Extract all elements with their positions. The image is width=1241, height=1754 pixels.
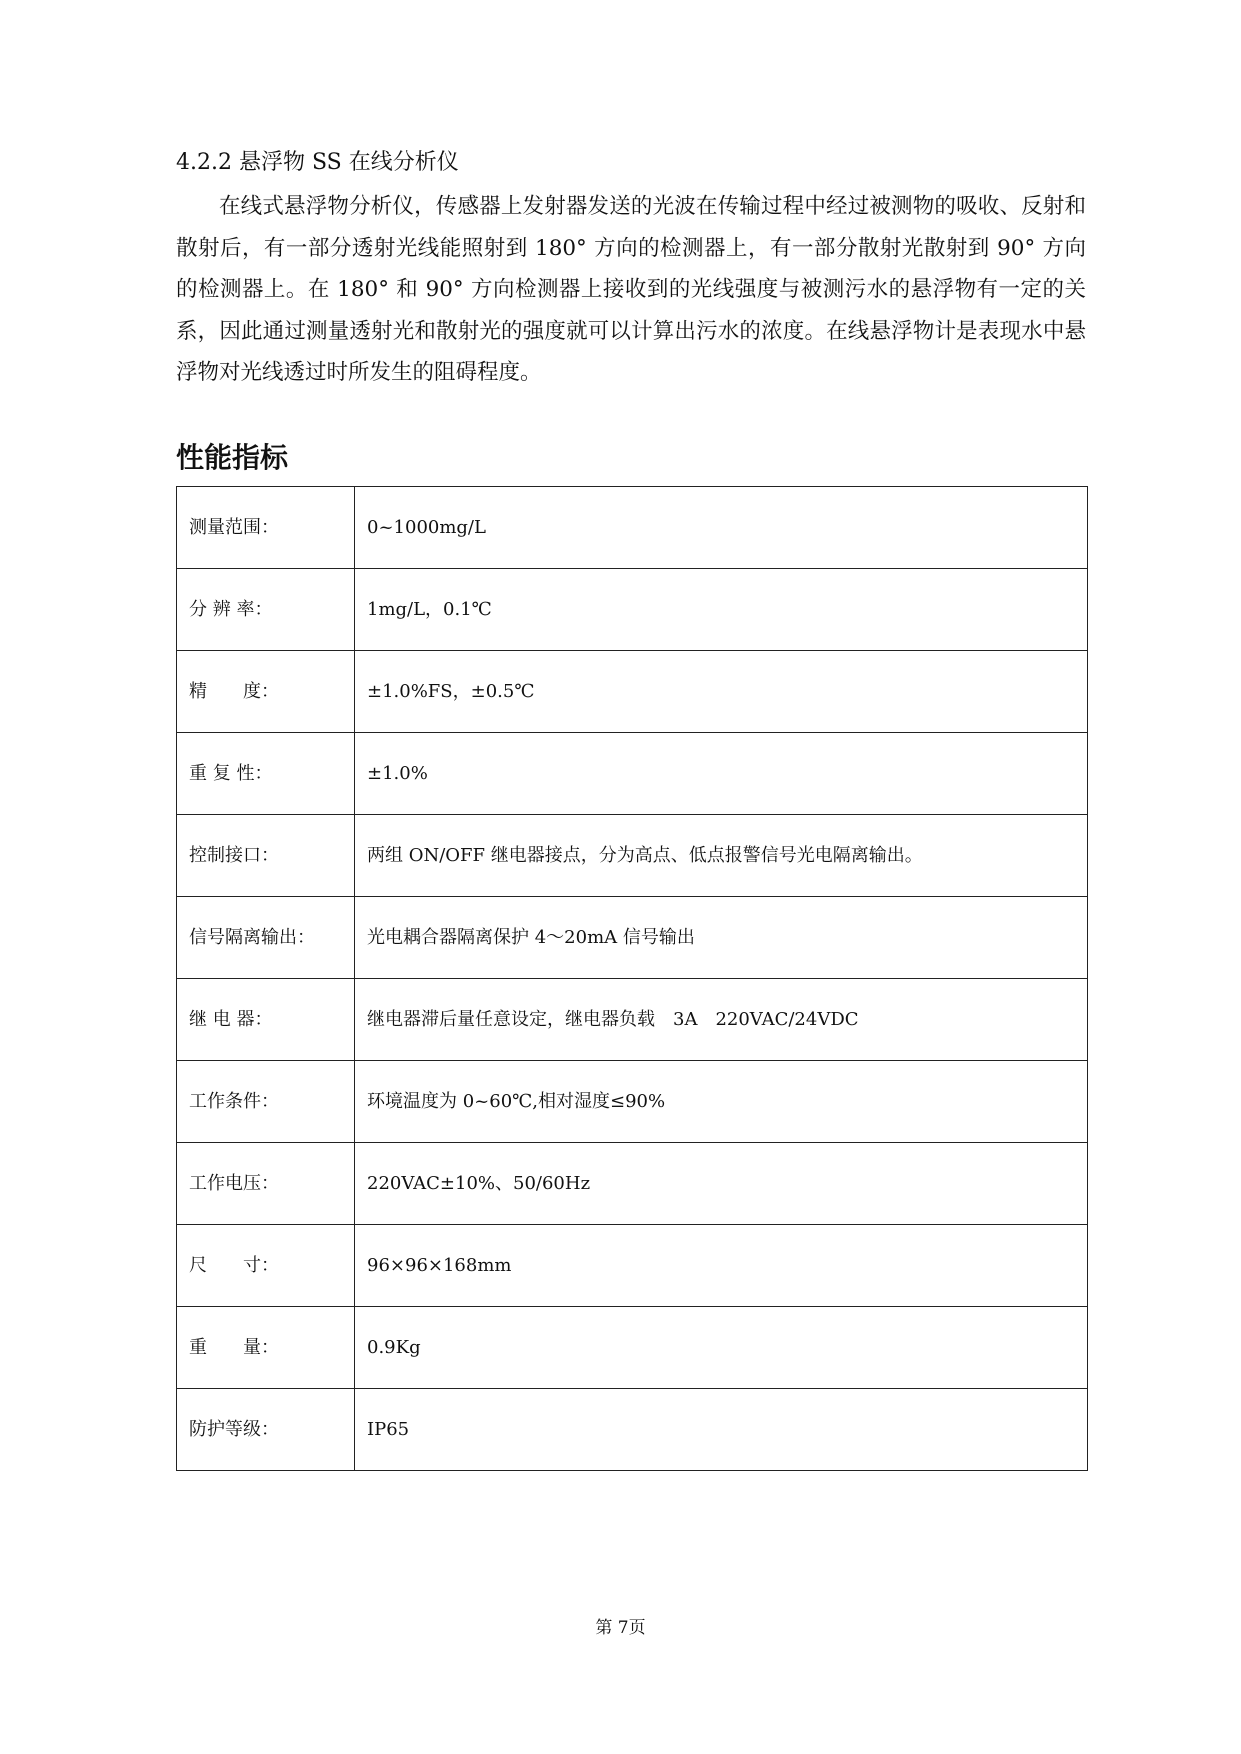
table-row	[177, 487, 1088, 569]
spec-label: 分 辨 率：	[177, 569, 355, 651]
spec-label: 防护等级：	[177, 1389, 355, 1471]
table-row	[177, 733, 1088, 815]
spec-value: ±1.0%	[355, 733, 1088, 815]
spec-label: 工作电压：	[177, 1143, 355, 1225]
spec-value: IP65	[355, 1389, 1088, 1471]
spec-value: ±1.0%FS，±0.5℃	[355, 651, 1088, 733]
table-row	[177, 1225, 1088, 1307]
spec-value: 光电耦合器隔离保护 4～20mA 信号输出	[355, 897, 1088, 979]
spec-value: 继电器滞后量任意设定，继电器负载 3A 220VAC/24VDC	[355, 979, 1088, 1061]
spec-label: 工作条件：	[177, 1061, 355, 1143]
spec-label: 信号隔离输出：	[177, 897, 355, 979]
spec-label: 精 度：	[177, 651, 355, 733]
table-row	[177, 1061, 1088, 1143]
spec-label: 控制接口：	[177, 815, 355, 897]
page-number: 第 7页	[595, 1618, 646, 1638]
spec-value: 96×96×168mm	[355, 1225, 1088, 1307]
table-row	[177, 897, 1088, 979]
spec-value: 220VAC±10%、50/60Hz	[355, 1143, 1088, 1225]
table-row	[177, 651, 1088, 733]
performance-title: 性能指标	[176, 441, 289, 474]
spec-label: 重 复 性：	[177, 733, 355, 815]
table-row	[177, 815, 1088, 897]
spec-label: 继 电 器：	[177, 979, 355, 1061]
spec-value: 两组 ON/OFF 继电器接点，分为高点、低点报警信号光电隔离输出。	[355, 815, 1088, 897]
spec-value: 环境温度为 0~60℃,相对湿度≤90%	[355, 1061, 1088, 1143]
spec-label: 尺 寸：	[177, 1225, 355, 1307]
description-paragraph: 在线式悬浮物分析仪，传感器上发射器发送的光波在传输过程中经过被测物的吸收、反射和散射后，有一部分透射光线能照射到 180° 方向的检测器上，有一部分散射光散射到 90° 方向的检测器上。在 180° 和 90° 方向检测器上接收到的光线强度与被测污水的悬浮物有一定的关系，因此通过测量透射光和散射光的强度就可以计算出污水的浓度。在线悬浮物计是表现水中悬浮物对光线透过时所发生的阻碍程度。	[176, 194, 1086, 385]
spec-value: 0~1000mg/L	[355, 487, 1088, 569]
table-row	[177, 1307, 1088, 1389]
table-row	[177, 979, 1088, 1061]
spec-table	[176, 486, 1088, 1471]
spec-label: 重 量：	[177, 1307, 355, 1389]
spec-value: 0.9Kg	[355, 1307, 1088, 1389]
table-row	[177, 1143, 1088, 1225]
spec-label: 测量范围：	[177, 487, 355, 569]
spec-value: 1mg/L，0.1℃	[355, 569, 1088, 651]
table-row	[177, 1389, 1088, 1471]
table-row	[177, 569, 1088, 651]
section-heading: 4.2.2 悬浮物 SS 在线分析仪	[176, 150, 459, 175]
